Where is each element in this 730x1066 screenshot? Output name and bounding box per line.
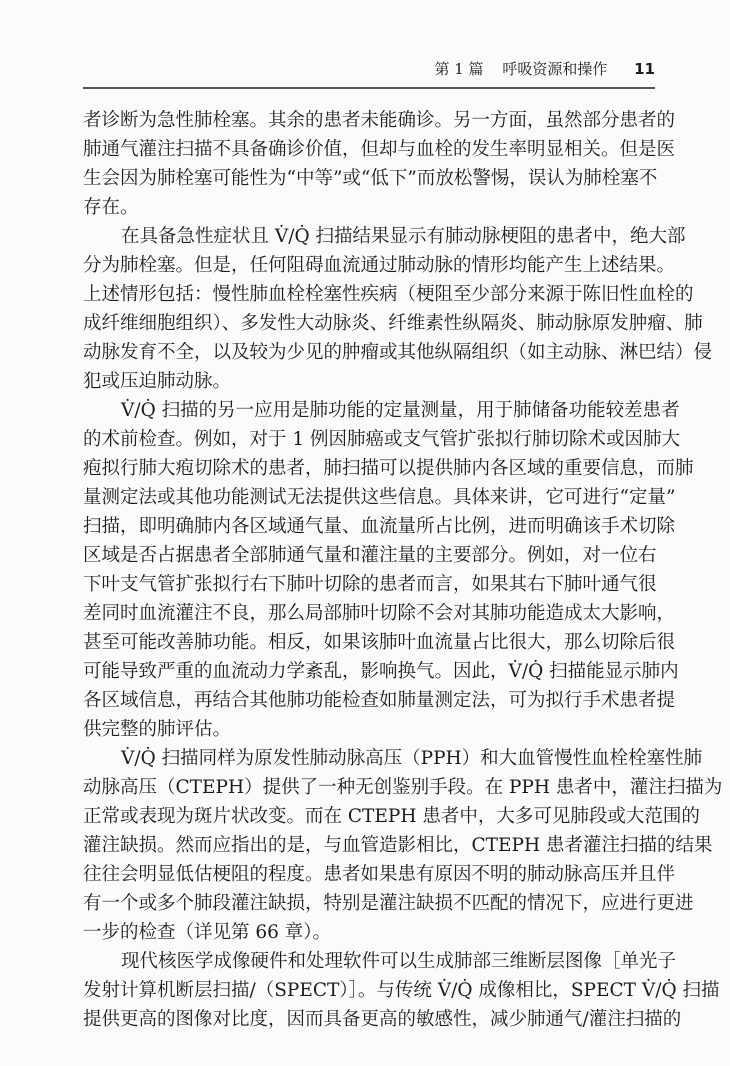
- text-line: 供完整的肺评估。: [83, 719, 232, 740]
- text-line: 灌注缺损。然而应指出的是，与血管造影相比，CTEPH 患者灌注扫描的结果: [83, 835, 713, 856]
- running-header: [83, 58, 655, 84]
- page-number: 11: [634, 60, 655, 78]
- text-line: 的术前检查。例如，对于 1 例因肺癌或支气管扩张拟行肺切除术或因肺大: [83, 429, 681, 450]
- text-line: 各区域信息，再结合其他肺功能检查如肺量测定法，可为拟行手术患者提: [83, 690, 676, 711]
- text-line: 存在。: [83, 197, 139, 218]
- text-line: 上述情形包括：慢性肺血栓栓塞性疾病（梗阻至少部分来源于陈旧性血栓的: [83, 284, 694, 305]
- text-line: 可能导致严重的血流动力学紊乱，影响换气。因此，V̇/Q̇ 扫描能显示肺内: [83, 661, 679, 682]
- header-rule: [83, 87, 655, 89]
- text-line: 往往会明显低估梗阻的程度。患者如果患有原因不明的肺动脉高压并且伴: [83, 864, 676, 885]
- text-line: 差同时血流灌注不良，那么局部肺叶切除不会对其肺功能造成太大影响，: [83, 603, 676, 624]
- text-line: 动脉发育不全，以及较为少见的肿瘤或其他纵隔组织（如主动脉、淋巴结）侵: [83, 342, 713, 363]
- part-label: 第 1 篇: [434, 60, 484, 78]
- body-text: [83, 106, 723, 1034]
- text-line: 有一个或多个肺段灌注缺损，特别是灌注缺损不匹配的情况下，应进行更进: [83, 893, 694, 914]
- text-line: 扫描，即明确肺内各区域通气量、血流量所占比例，进而明确该手术切除: [83, 516, 676, 537]
- part-title: 呼吸资源和操作: [502, 60, 608, 78]
- text-line: 提供更高的图像对比度，因而具备更高的敏感性，减少肺通气/灌注扫描的: [83, 1009, 682, 1030]
- text-line: 疱拟行肺大疱切除术的患者，肺扫描可以提供肺内各区域的重要信息，而肺: [83, 458, 694, 479]
- text-line: 发射计算机断层扫描/（SPECT）］。与传统 V̇/Q̇ 成像相比，SPECT V̇/Q̇ 扫描: [83, 980, 720, 1001]
- text-line: 生会因为肺栓塞可能性为“中等”或“低下”而放松警惕，误认为肺栓塞不: [83, 168, 658, 189]
- text-line: 正常或表现为斑片状改变。而在 CTEPH 患者中，大多可见肺段或大范围的: [83, 806, 700, 827]
- text-line: 动脉高压（CTEPH）提供了一种无创鉴别手段。在 PPH 患者中，灌注扫描为: [83, 777, 723, 798]
- text-line: V̇/Q̇ 扫描的另一应用是肺功能的定量测量，用于肺储备功能较差患者: [121, 400, 680, 421]
- text-line: 肺通气灌注扫描不具备确诊价值，但却与血栓的发生率明显相关。但是医: [83, 139, 676, 160]
- text-line: 在具备急性症状且 V̇/Q̇ 扫描结果显示有肺动脉梗阻的患者中，绝大部: [121, 226, 686, 247]
- text-line: 成纤维细胞组织）、多发性大动脉炎、纤维素性纵隔炎、肺动脉原发肿瘤、肺: [83, 313, 703, 334]
- text-line: 下叶支气管扩张拟行右下肺叶切除的患者而言，如果其右下肺叶通气很: [83, 574, 657, 595]
- text-line: 犯或压迫肺动脉。: [83, 371, 232, 392]
- text-line: 者诊断为急性肺栓塞。其余的患者未能确诊。另一方面，虽然部分患者的: [83, 110, 676, 131]
- text-line: 区域是否占据患者全部肺通气量和灌注量的主要部分。例如，对一位右: [83, 545, 657, 566]
- text-line: 一步的检查（详见第 66 章）。: [83, 922, 332, 943]
- text-line: 量测定法或其他功能测试无法提供这些信息。具体来讲，它可进行“定量”: [83, 487, 676, 508]
- text-line: 现代核医学成像硬件和处理软件可以生成肺部三维断层图像［单光子: [121, 951, 677, 972]
- text-line: 分为肺栓塞。但是，任何阻碍血流通过肺动脉的情形均能产生上述结果。: [83, 255, 676, 276]
- text-line: 甚至可能改善肺功能。相反，如果该肺叶血流量占比很大，那么切除后很: [83, 632, 676, 653]
- text-line: V̇/Q̇ 扫描同样为原发性肺动脉高压（PPH）和大血管慢性血栓栓塞性肺: [121, 748, 703, 769]
